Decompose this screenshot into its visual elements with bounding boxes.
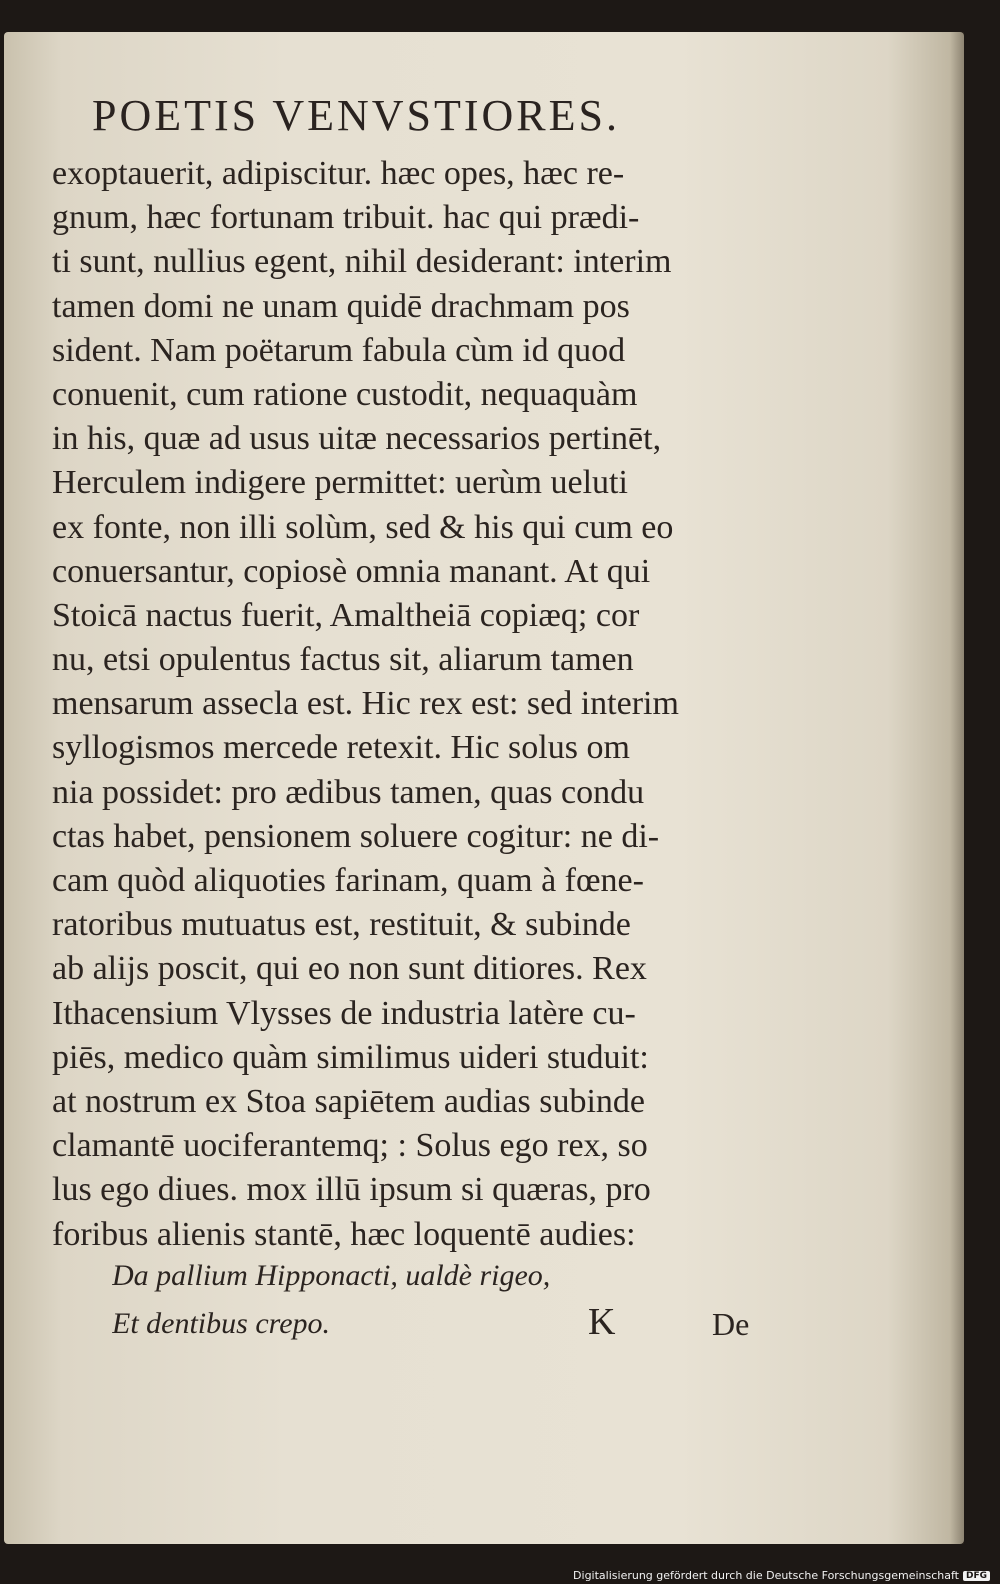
text-line: Stoicā nactus fuerit, Amaltheiā copiæq; cor bbox=[52, 596, 640, 634]
page-edge-shadow bbox=[950, 32, 964, 1544]
text-line: piēs, medico quàm similimus uideri studuit: bbox=[52, 1038, 649, 1076]
text-line: gnum, hæc fortunam tribuit. hac qui prædi- bbox=[52, 199, 640, 237]
verse-line: Da pallium Hipponacti, ualdè rigeo, bbox=[112, 1259, 551, 1292]
text-line: at nostrum ex Stoa sapiētem audias subinde bbox=[52, 1082, 645, 1120]
text-line: mensarum assecla est. Hic rex est: sed interim bbox=[52, 685, 679, 723]
text-line: ti sunt, nullius egent, nihil desiderant: interim bbox=[52, 243, 672, 281]
digitization-credit bbox=[573, 1569, 990, 1582]
text-line: nu, etsi opulentus factus sit, aliarum tamen bbox=[52, 641, 634, 679]
catchword: De bbox=[712, 1306, 750, 1342]
text-line: foribus alienis stantē, hæc loquentē audies: bbox=[52, 1215, 636, 1253]
text-line: conuenit, cum ratione custodit, nequaquàm bbox=[52, 375, 638, 413]
text-line: cam quòd aliquoties farinam, quam à fœne- bbox=[52, 862, 644, 899]
text-line: exoptauerit, adipiscitur. hæc opes, hæc re- bbox=[52, 155, 625, 192]
text-line: lus ego diues. mox illū ipsum si quæras, pro bbox=[52, 1171, 651, 1209]
text-line: Herculem indigere permittet: uerùm ueluti bbox=[52, 464, 628, 502]
body-text bbox=[52, 152, 752, 1257]
text-line: sident. Nam poëtarum fabula cùm id quod bbox=[52, 331, 626, 369]
signature-mark: K bbox=[588, 1301, 616, 1343]
text-line: conuersantur, copiosè omnia manant. At qui bbox=[52, 552, 651, 590]
text-line: ctas habet, pensionem soluere cogitur: ne di- bbox=[52, 817, 660, 855]
dfg-logo: DFG bbox=[963, 1571, 990, 1581]
verse-line: Et dentibus crepo. bbox=[112, 1307, 331, 1340]
text-line: tamen domi ne unam quidē drachmam pos bbox=[52, 287, 630, 325]
text-line: in his, quæ ad usus uitæ necessarios pertinēt, bbox=[52, 420, 662, 458]
text-line: Ithacensium Vlysses de industria latère cu- bbox=[52, 994, 636, 1032]
text-line: syllogismos mercede retexit. Hic solus om bbox=[52, 729, 630, 767]
text-line: ab alijs poscit, qui eo non sunt ditiores. Rex bbox=[52, 950, 647, 988]
text-line: clamantē uociferantemq; : Solus ego rex, so bbox=[52, 1127, 648, 1165]
text-line: ex fonte, non illi solùm, sed & his qui cum eo bbox=[52, 508, 674, 546]
text-line: ratoribus mutuatus est, restituit, & subinde bbox=[52, 906, 631, 944]
running-head: POETIS VENVSTIORES. bbox=[92, 91, 621, 140]
text-line: nia possidet: pro ædibus tamen, quas condu bbox=[52, 773, 645, 811]
credit-text: Digitalisierung gefördert durch die Deutsche Forschungsgemeinschaft bbox=[573, 1569, 959, 1582]
